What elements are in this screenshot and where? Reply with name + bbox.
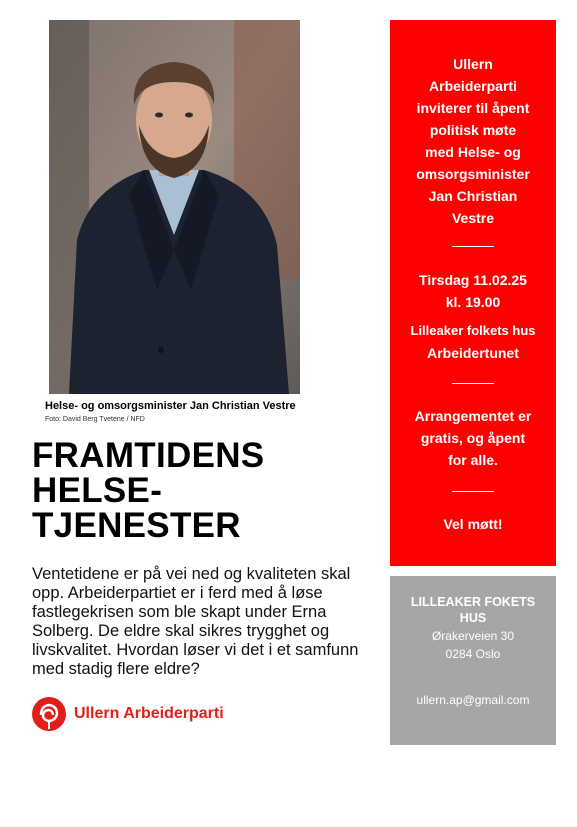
invitation-box [390, 20, 556, 566]
divider [452, 383, 494, 384]
invitation-text [398, 53, 548, 229]
street-address: Ørakerveien 30 [431, 629, 515, 643]
event-venue [398, 320, 548, 364]
event-date: Tirsdag 11.02.25 [419, 272, 527, 288]
divider [452, 491, 494, 492]
venue-line: LILLEAKER FOKETS [410, 595, 536, 609]
invitation-line: inviterer til åpent [416, 100, 530, 116]
photo-caption: Helse- og omsorgsminister Jan Christian Vestre [45, 400, 296, 412]
invitation-line: politisk møte [429, 122, 517, 138]
headline [32, 438, 352, 543]
invitation-line: Ullern [453, 56, 493, 72]
email-link[interactable]: ullern.ap@gmail.com [416, 693, 530, 707]
contact-box [390, 576, 556, 745]
logo-text: Ullern Arbeiderparti [74, 705, 224, 722]
headline-line: HELSE- [32, 471, 163, 510]
headline-line: TJENESTER [32, 506, 241, 545]
contact-venue [394, 594, 552, 626]
venue-line: Arbeidertunet [427, 345, 519, 361]
photo-credit: Foto: David Berg Tvetene / NFD [45, 416, 145, 423]
free-line: gratis, og åpent [420, 430, 526, 446]
event-datetime [398, 269, 548, 313]
free-line: for alle. [448, 452, 498, 468]
venue-line: Lilleaker folkets hus [410, 323, 536, 338]
free-entry-text [398, 405, 548, 471]
free-line: Arrangementet er [414, 408, 532, 424]
postal-address: 0284 Oslo [445, 647, 501, 661]
invitation-line: Jan Christian [428, 188, 518, 204]
invitation-line: Vestre [451, 210, 495, 226]
divider [452, 246, 494, 247]
invitation-line: med Helse- og [425, 144, 521, 160]
invitation-line: Arbeiderparti [429, 78, 517, 94]
invitation-line: omsorgsminister [416, 166, 530, 182]
minister-portrait [49, 20, 300, 394]
headline-line: FRAMTIDENS [32, 436, 265, 475]
rose-icon [30, 695, 68, 733]
venue-line: HUS [459, 611, 487, 625]
party-logo [30, 694, 230, 734]
intro-text: Ventetidene er på vei ned og kvaliteten skal opp. Arbeiderpartiet er i ferd med å løse fastlegekrisen som ble skapt under Erna Solberg. De eldre skal sikres trygghet og livskvalitet. Hvordan løser vi det i et samfunn med stadig flere eldre? [32, 565, 359, 678]
welcome-text: Vel møtt! [443, 516, 503, 532]
event-time: kl. 19.00 [445, 294, 501, 310]
